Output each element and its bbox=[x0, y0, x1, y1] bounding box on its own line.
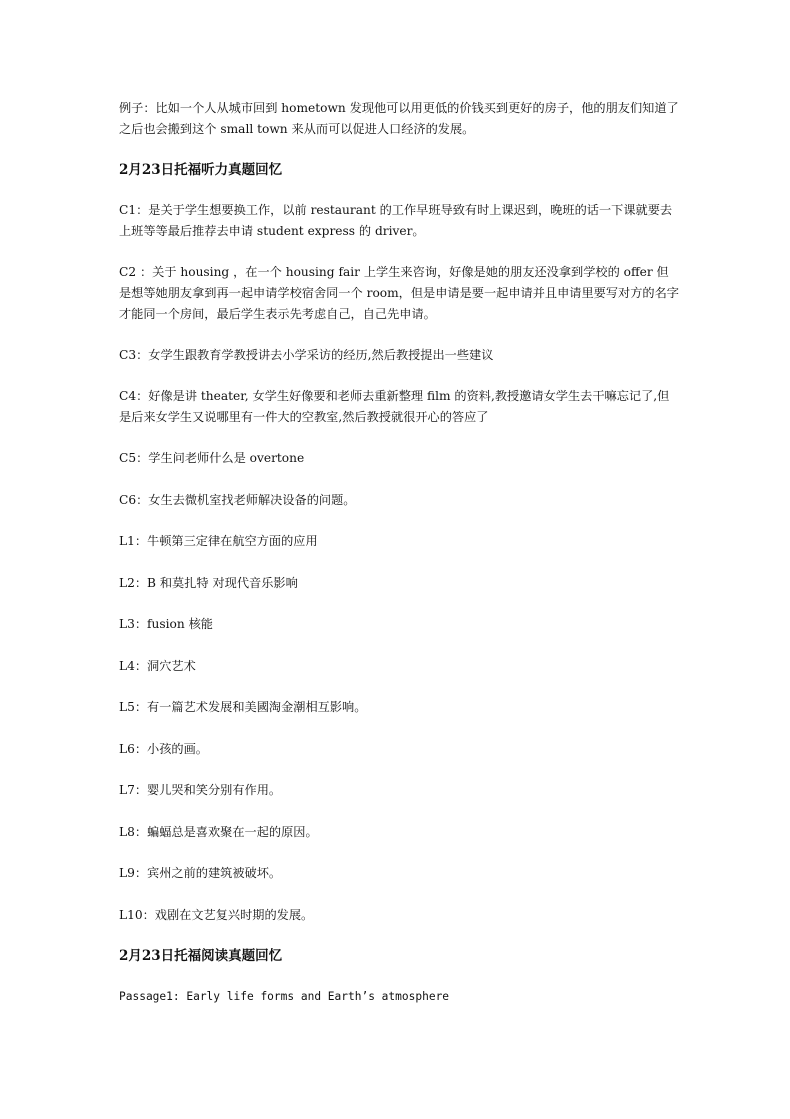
lecture-l1: L1：牛顿第三定律在航空方面的应用 bbox=[119, 534, 318, 548]
conversation-c2: C2 ：关于 housing ，在一个 housing fair 上学生来咨询，好像是她的朋友还没拿到学校的 offer 但是想等她朋友拿到再一起申请学校宿舍同一个 room，但是申请是要一起申请并且申请里要写对方的名字才能同一个房间，最后学生表示先考虑自己，自己先申请。 bbox=[119, 265, 679, 321]
conversation-c3: C3：女学生跟教育学教授讲去小学采访的经历,然后教授提出一些建议 bbox=[119, 348, 494, 362]
lecture-l8: L8：蝙蝠总是喜欢聚在一起的原因。 bbox=[119, 824, 318, 839]
lecture-l7: L7：婴儿哭和笑分别有作用。 bbox=[119, 783, 282, 797]
lecture-l2: L2：B 和莫扎特 对现代音乐影响 bbox=[119, 575, 298, 590]
lecture-l3: L3：fusion 核能 bbox=[119, 617, 213, 631]
conversation-c4: C4：好像是讲 theater, 女学生好像要和老师去重新整理 film 的资料,教授邀请女学生去干嘛忘记了,但是后来女学生又说哪里有一件大的空教室,然后教授就很开心的答应了 bbox=[119, 389, 670, 424]
lecture-l5: L5：有一篇艺术发展和美國淘金潮相互影响。 bbox=[119, 700, 367, 714]
conversation-c5: C5：学生问老师什么是 overtone bbox=[119, 451, 305, 465]
lecture-l9: L9：宾州之前的建筑被破坏。 bbox=[119, 866, 282, 880]
conversation-c1: C1：是关于学生想要换工作，以前 restaurant 的工作早班导致有时上课迟到，晚班的话一下课就要去上班等等最后推荐去申请 student express 的 driver。 bbox=[119, 203, 673, 238]
document-page bbox=[119, 98, 679, 1027]
passage-1: Passage1: Early life forms and Earth’s atmosphere bbox=[119, 989, 450, 1003]
lecture-l10: L10：戏剧在文艺复兴时期的发展。 bbox=[119, 907, 314, 922]
intro-paragraph: 例子：比如一个人从城市回到 hometown 发现他可以用更低的价钱买到更好的房子，他的朋友们知道了之后也会搬到这个 small town 来从而可以促进人口经济的发展。 bbox=[119, 101, 679, 136]
lecture-l4: L4：洞穴艺术 bbox=[119, 658, 196, 673]
lecture-l6: L6：小孩的画。 bbox=[119, 741, 208, 756]
conversation-c6: C6：女生去微机室找老师解决设备的问题。 bbox=[119, 492, 356, 507]
reading-heading: 2月23日托福阅读真题回忆 bbox=[119, 947, 283, 964]
listening-heading: 2月23日托福听力真题回忆 bbox=[119, 162, 283, 178]
